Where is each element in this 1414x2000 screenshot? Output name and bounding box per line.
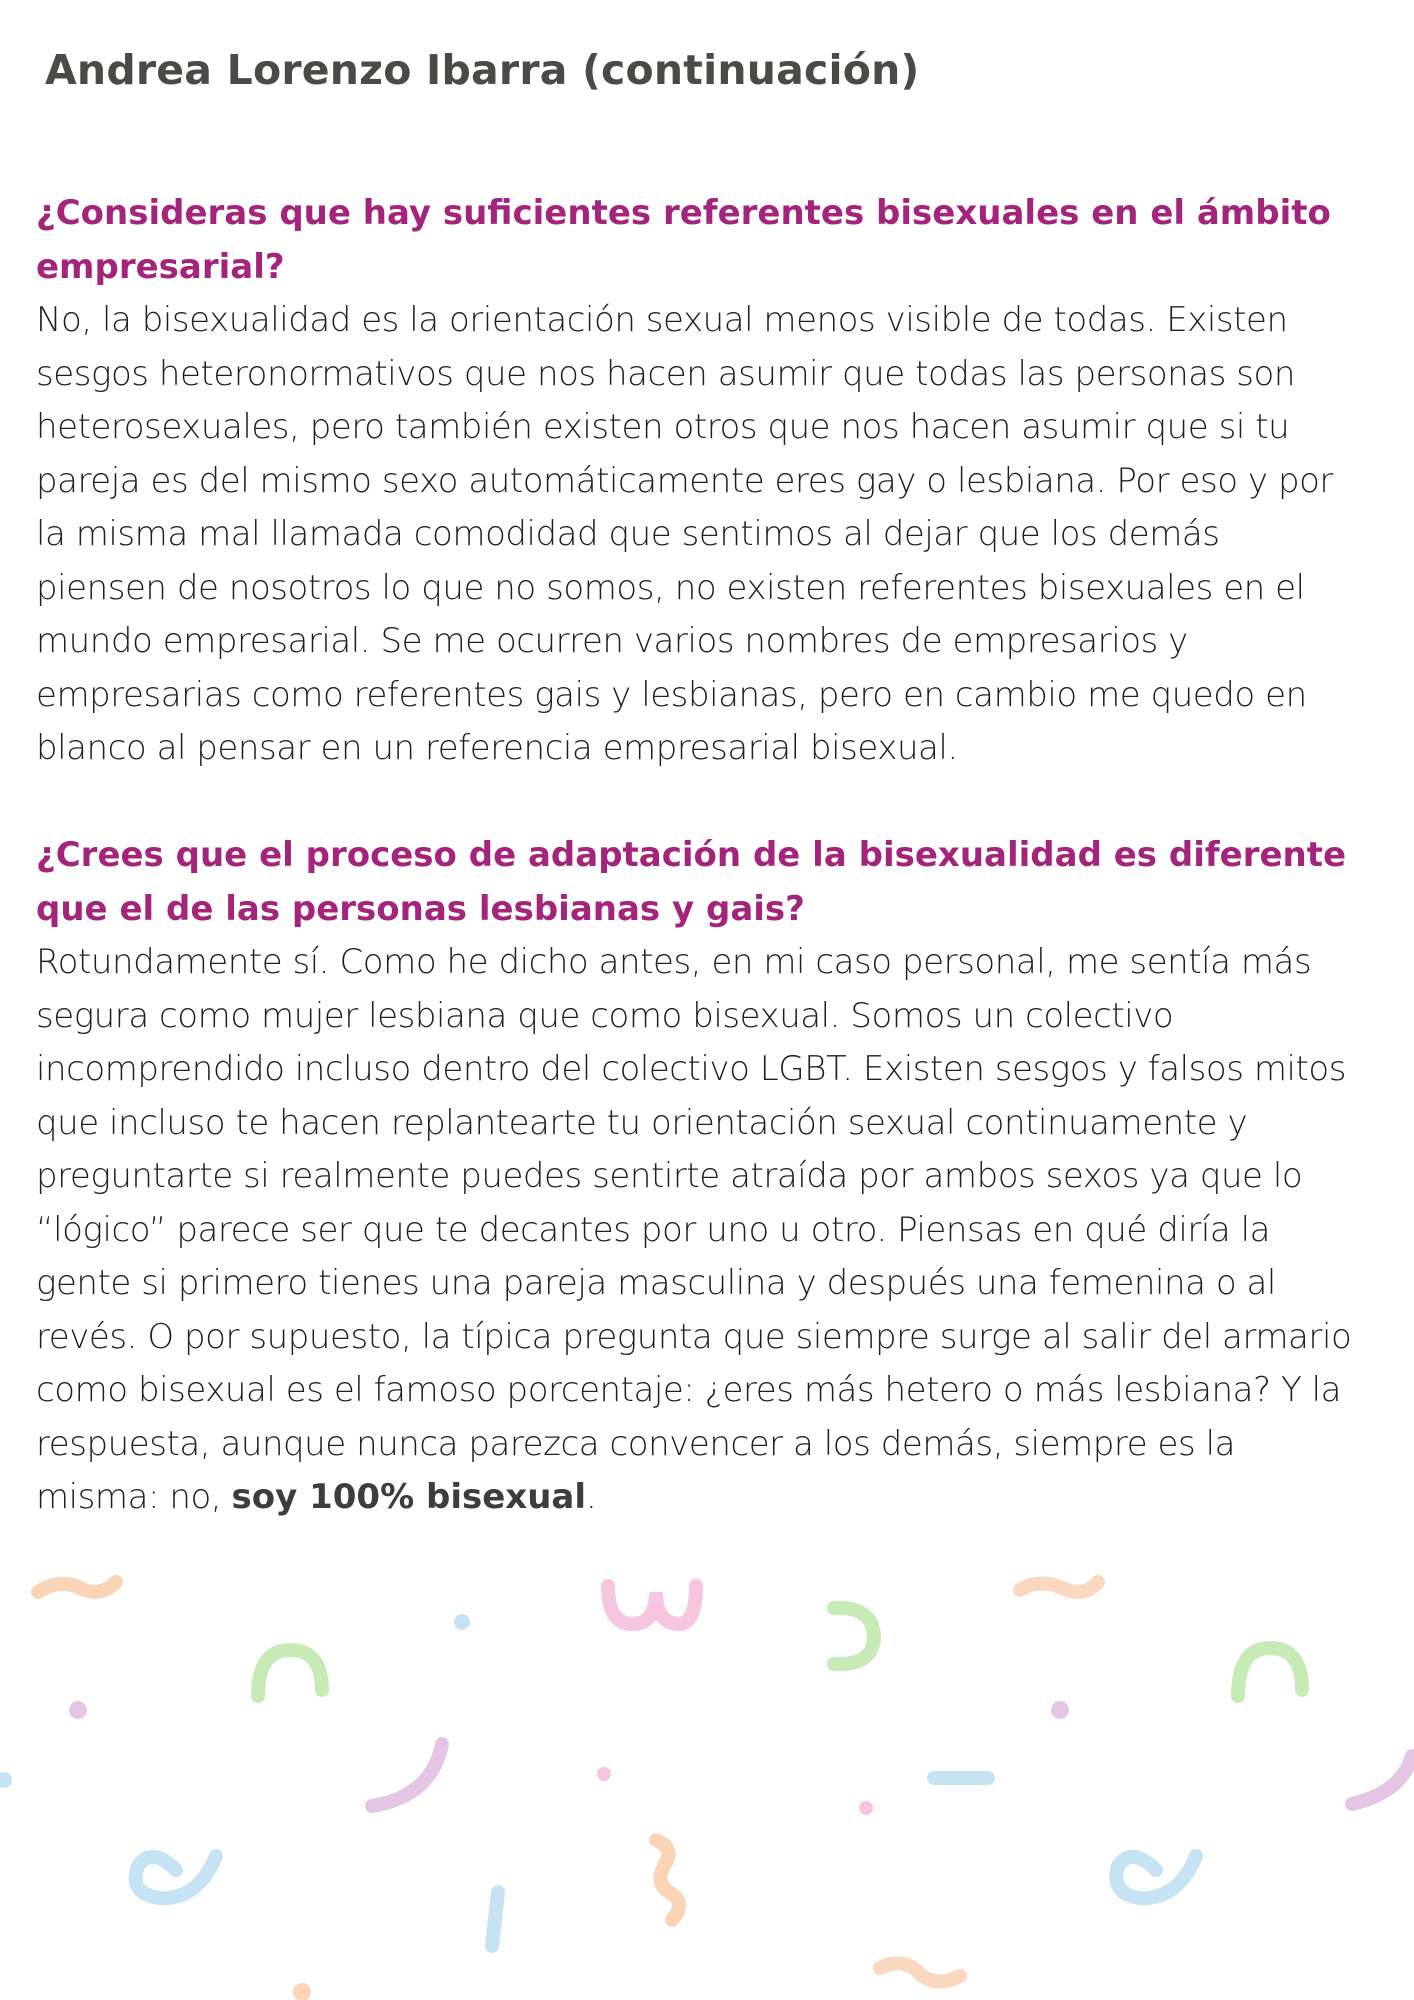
confetti-lilac-swoosh bbox=[372, 1744, 442, 1806]
answer-1-line: la misma mal llamada comodidad que sentimos al dejar que los demás bbox=[36, 514, 1220, 554]
closing-emphasis: soy 100% bisexual bbox=[231, 1477, 587, 1517]
closing-suffix: . bbox=[586, 1477, 597, 1517]
answer-2-line: segura como mujer lesbiana que como bisexual. Somos un colectivo bbox=[36, 995, 1174, 1036]
confetti-pink-wave bbox=[608, 1586, 696, 1624]
answer-1-line: No, la bisexualidad es la orientación sexual menos visible de todas. Existen bbox=[36, 300, 1288, 340]
confetti-orange-zigzag bbox=[656, 1840, 679, 1920]
answer-2-line: que incluso te hacen replantearte tu orientación sexual continuamente y bbox=[36, 1102, 1248, 1143]
answer-2-line: Rotundamente sí. Como he dicho antes, en mi caso personal, me sentía más bbox=[36, 942, 1312, 982]
answer-2-line: como bisexual es el famoso porcentaje: ¿eres más hetero o más lesbiana? Y la bbox=[36, 1370, 1342, 1410]
answer-1-line: piensen de nosotros lo que no somos, no existen referentes bisexuales en el bbox=[36, 567, 1305, 608]
confetti-dot bbox=[597, 1767, 611, 1781]
confetti-dot bbox=[293, 1983, 311, 2000]
answer-2-line: preguntarte si realmente puedes sentirte atraída por ambos sexos ya que lo bbox=[36, 1156, 1303, 1196]
answer-2-line: “lógico” parece ser que te decantes por uno u otro. Piensas en qué diría la bbox=[36, 1209, 1270, 1250]
confetti-dot bbox=[0, 1772, 12, 1788]
confetti-dot bbox=[859, 1801, 873, 1815]
answer-1-line: pareja es del mismo sexo automáticamente eres gay o lesbiana. Por eso y por bbox=[36, 460, 1333, 501]
answer-2-line: incomprendido incluso dentro del colectivo LGBT. Existen sesgos y falsos mitos bbox=[36, 1049, 1347, 1089]
confetti-decoration bbox=[0, 1540, 1414, 2000]
confetti-dot bbox=[1051, 1701, 1069, 1719]
confetti-dot bbox=[454, 1614, 470, 1630]
confetti-green-arch bbox=[258, 1650, 322, 1696]
confetti-peach-squiggle bbox=[1020, 1582, 1098, 1592]
page-title: Andrea Lorenzo Ibarra (continuación) bbox=[45, 46, 920, 94]
question-1: ¿Consideras que hay suficientes referentes bisexuales en el ámbito empresarial? bbox=[36, 193, 1331, 287]
answer-1-line: mundo empresarial. Se me ocurren varios nombres de empresarios y bbox=[36, 621, 1188, 661]
answer-2-closing-line bbox=[36, 1471, 1396, 1525]
confetti-blue-swirl bbox=[136, 1856, 216, 1898]
answer-1-line: empresarias como referentes gais y lesbianas, pero en cambio me quedo en bbox=[36, 674, 1307, 715]
confetti-green-arch bbox=[1238, 1648, 1302, 1696]
answer-1-line: blanco al pensar en un referencia empresarial bisexual. bbox=[36, 728, 958, 768]
answer-2-line: respuesta, aunque nunca parezca convencer a los demás, siempre es la bbox=[36, 1423, 1236, 1464]
answer-2-line: gente si primero tienes una pareja masculina y después una femenina o al bbox=[36, 1263, 1276, 1303]
qa-section-1 bbox=[36, 187, 1396, 776]
confetti-peach-curve bbox=[880, 1963, 960, 1981]
closing-prefix: misma: no, bbox=[36, 1477, 232, 1517]
answer-1-line: heterosexuales, pero también existen otros que nos hacen asumir que si tu bbox=[36, 407, 1290, 447]
answer-2 bbox=[36, 936, 1396, 1525]
confetti-blue-swirl bbox=[1116, 1856, 1196, 1898]
confetti-dot bbox=[69, 1701, 87, 1719]
confetti-blue-stick bbox=[492, 1892, 498, 1946]
question-2: ¿Crees que el proceso de adaptación de la bisexualidad es diferente que el de las personas lesbianas y gais? bbox=[36, 835, 1347, 929]
answer-1-line: sesgos heteronormativos que nos hacen asumir que todas las personas son bbox=[36, 353, 1296, 394]
answer-2-line: revés. O por supuesto, la típica pregunta que siempre surge al salir del armario bbox=[36, 1316, 1352, 1357]
answer-1 bbox=[36, 294, 1396, 776]
qa-section-2 bbox=[36, 829, 1396, 1525]
confetti-green-hook bbox=[834, 1608, 874, 1664]
confetti-lilac-swoosh bbox=[1352, 1756, 1412, 1804]
confetti-orange-squiggle bbox=[38, 1582, 116, 1592]
